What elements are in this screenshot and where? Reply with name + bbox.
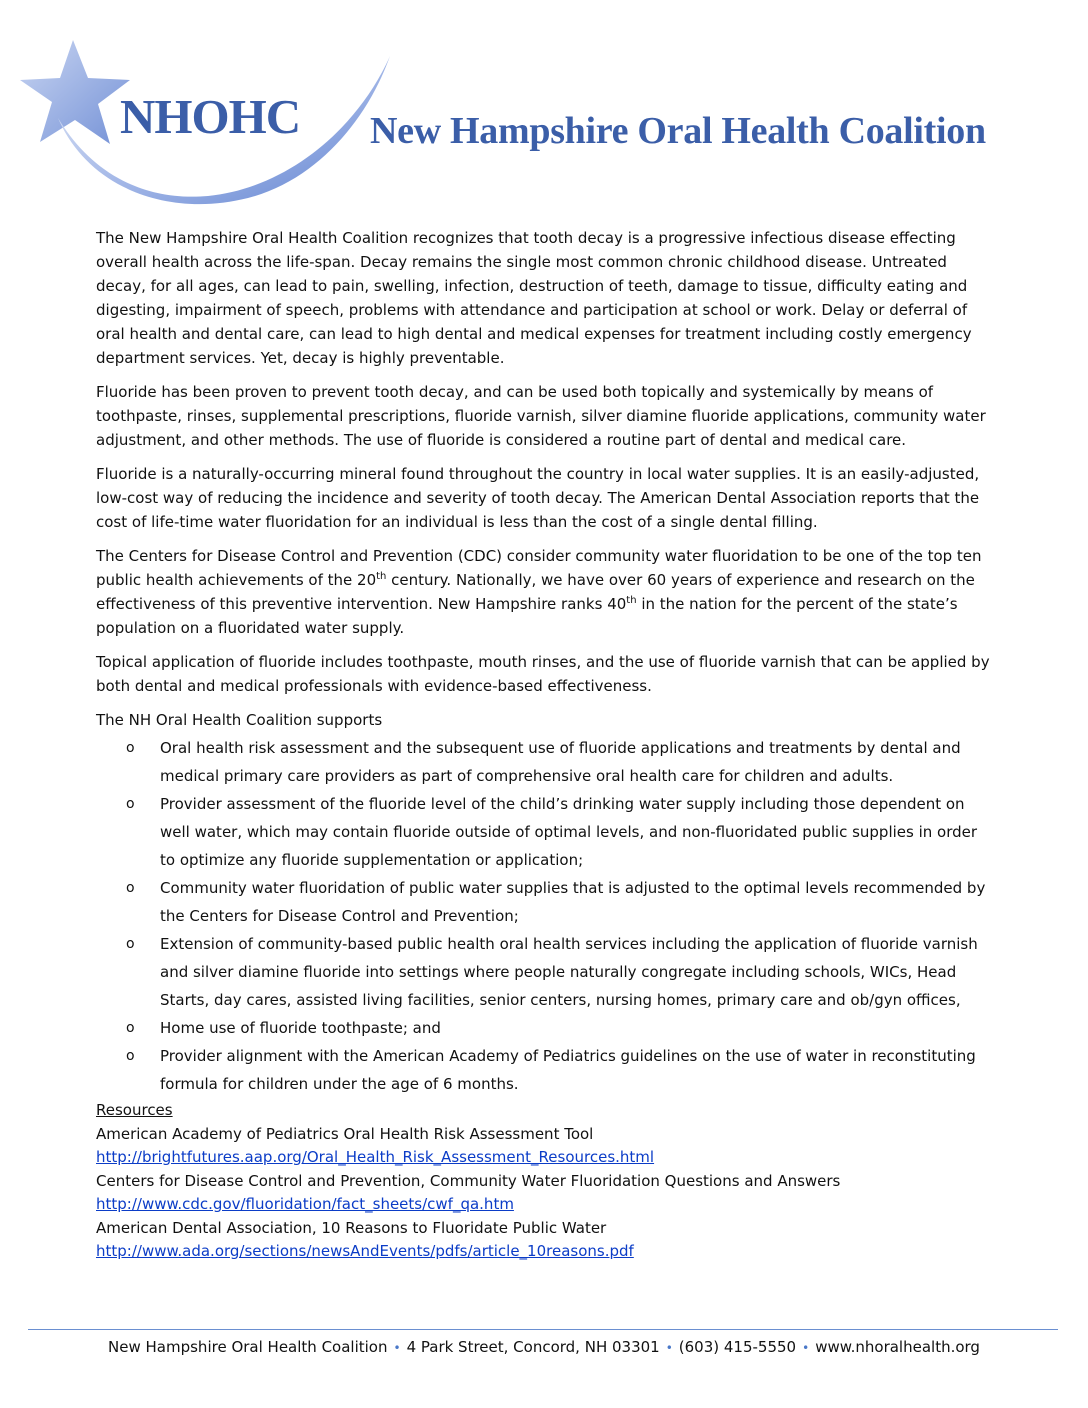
- list-item: [96, 734, 996, 790]
- organization-name-heading: New Hampshire Oral Health Coalition: [370, 110, 986, 152]
- resource-link-aap[interactable]: http://brightfutures.aap.org/Oral_Health_Risk_Assessment_Resources.html: [96, 1148, 655, 1166]
- list-item-text: Community water fluoridation of public water supplies that is adjusted to the optimal levels recommended by the Centers for Disease Control and Prevention;: [160, 879, 986, 925]
- list-item: [96, 790, 996, 874]
- resource-link-cdc[interactable]: http://www.cdc.gov/fluoridation/fact_sheets/cwf_qa.htm: [96, 1195, 514, 1213]
- cdc-paragraph: [96, 544, 996, 640]
- topical-paragraph: Topical application of fluoride includes toothpaste, mouth rinses, and the use of fluoride varnish that can be applied by both dental and medical professionals with evidence-based effectiveness.: [96, 653, 990, 695]
- fluoride-methods-paragraph: Fluoride has been proven to prevent tooth decay, and can be used both topically and systemically by means of toothpaste, rinses, supplemental prescriptions, fluoride varnish, silver diamine fluoride applications, community water adjustment, and other methods. The use of fluoride is considered a routine part of dental and medical care.: [96, 383, 986, 449]
- footer-divider: [28, 1329, 1058, 1330]
- bullet-marker: o: [126, 936, 135, 952]
- footer-separator: •: [802, 1341, 810, 1355]
- footer-phone: (603) 415-5550: [678, 1338, 797, 1356]
- footer-separator: •: [665, 1341, 673, 1355]
- list-item-text: Extension of community-based public health oral health services including the application of fluoride varnish and silver diamine fluoride into settings where people naturally congregate including schools, WICs, Head Starts, day cares, assisted living facilities, senior centers, nursing homes, primary care and ob/gyn offices,: [160, 935, 978, 1009]
- bullet-marker: o: [126, 1048, 135, 1064]
- list-item: [96, 874, 996, 930]
- body-content: [96, 226, 996, 1263]
- footer-address: 4 Park Street, Concord, NH 03301: [406, 1338, 660, 1356]
- resource-link-ada[interactable]: http://www.ada.org/sections/newsAndEvents/pdfs/article_10reasons.pdf: [96, 1242, 634, 1260]
- footer-website: www.nhoralhealth.org: [815, 1338, 980, 1356]
- bullet-marker: o: [126, 740, 135, 756]
- intro-paragraph: The New Hampshire Oral Health Coalition recognizes that tooth decay is a progressive infectious disease effecting overall health across the life-span. Decay remains the single most common chronic childhood disease. Untreated decay, for all ages, can lead to pain, swelling, infection, destruction of teeth, damage to tissue, difficulty eating and digesting, impairment of speech, problems with attendance and participation at school or work. Delay or deferral of oral health and dental care, can lead to high dental and medical expenses for treatment including costly emergency department services. Yet, decay is highly preventable.: [96, 229, 972, 367]
- footer-contact: [0, 1338, 1088, 1356]
- footer-org: New Hampshire Oral Health Coalition: [108, 1338, 388, 1356]
- superscript: th: [626, 595, 637, 606]
- bullet-marker: o: [126, 1020, 135, 1036]
- list-item-text: Home use of fluoride toothpaste; and: [160, 1019, 441, 1037]
- resource-title: Centers for Disease Control and Prevention, Community Water Fluoridation Questions and Answers: [96, 1172, 841, 1190]
- list-item: [96, 1042, 996, 1098]
- list-item-text: Oral health risk assessment and the subsequent use of fluoride applications and treatments by dental and medical primary care providers as part of comprehensive oral health care for children and adults.: [160, 739, 961, 785]
- list-item-text: Provider alignment with the American Academy of Pediatrics guidelines on the use of water in reconstituting formula for children under the age of 6 months.: [160, 1047, 976, 1093]
- supports-list: [96, 734, 996, 1098]
- bullet-marker: o: [126, 880, 135, 896]
- cdc-text-part: The Centers for Disease Control and Prevention (CDC) consider community water fluoridation to be one of the top ten public health achievements of the 20: [96, 547, 982, 589]
- logo-wordmark: NHOHC: [120, 89, 301, 144]
- fluoride-mineral-paragraph: Fluoride is a naturally-occurring mineral found throughout the country in local water supplies. It is an easily-adjusted, low-cost way of reducing the incidence and severity of tooth decay. The American Dental Association reports that the cost of life-time water fluoridation for an individual is less than the cost of a single dental filling.: [96, 465, 980, 531]
- list-item: [96, 930, 996, 1014]
- footer-separator: •: [393, 1341, 401, 1355]
- resources-section: [96, 1098, 996, 1263]
- cdc-text-part: in the nation for the percent of the state’s population on a fluoridated water supply.: [96, 595, 958, 637]
- list-item: [96, 1014, 996, 1042]
- resources-heading: Resources: [96, 1101, 173, 1119]
- superscript: th: [376, 571, 387, 582]
- bullet-marker: o: [126, 796, 135, 812]
- resource-title: American Dental Association, 10 Reasons to Fluoridate Public Water: [96, 1219, 607, 1237]
- supports-intro: The NH Oral Health Coalition supports: [96, 711, 383, 729]
- resource-title: American Academy of Pediatrics Oral Health Risk Assessment Tool: [96, 1125, 594, 1143]
- cdc-text-part: century. Nationally, we have over 60 years of experience and research on the effectiveness of this preventive intervention. New Hampshire ranks 40: [96, 571, 975, 613]
- list-item-text: Provider assessment of the fluoride level of the child’s drinking water supply including those dependent on well water, which may contain fluoride outside of optimal levels, and non-fluoridated public supplies in order to optimize any fluoride supplementation or application;: [160, 795, 978, 869]
